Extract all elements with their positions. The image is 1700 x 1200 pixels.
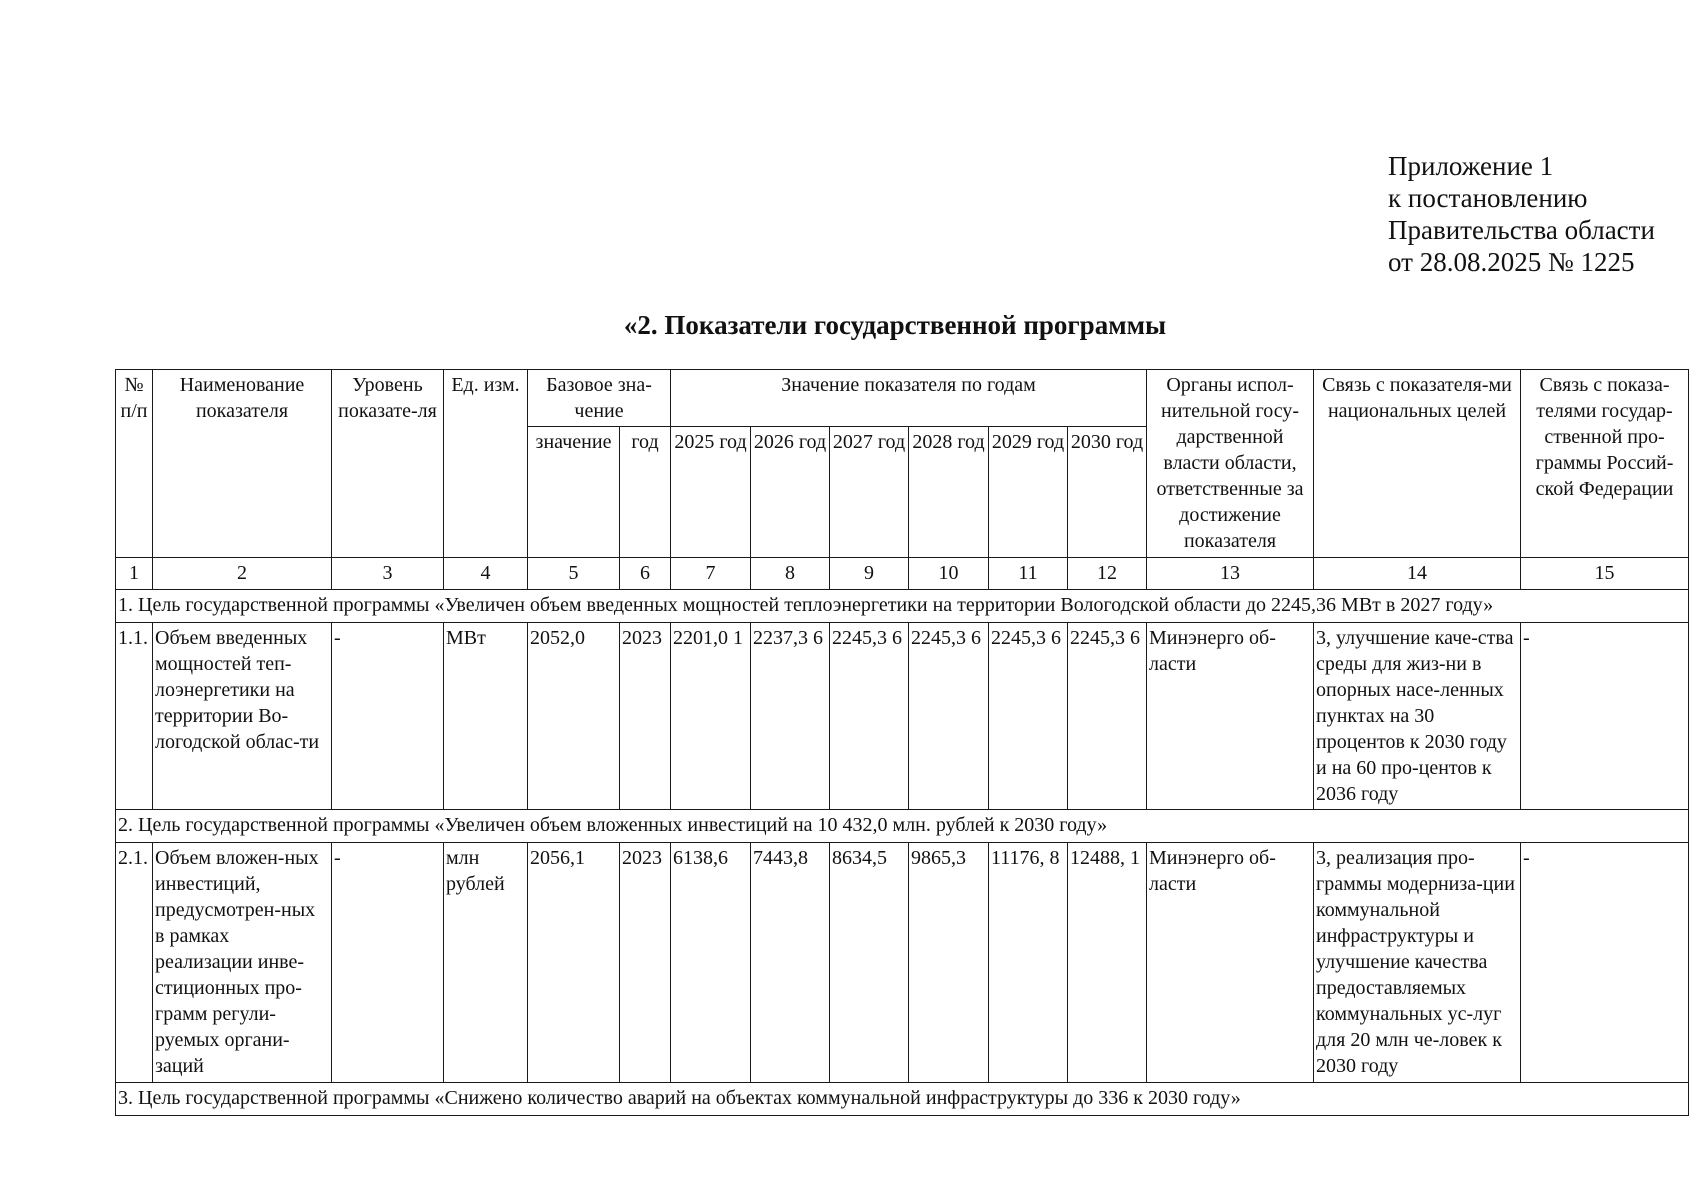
- header-year-2028: 2028 год: [909, 427, 989, 558]
- column-number: 2: [153, 558, 332, 590]
- column-number-row: [116, 558, 1689, 590]
- column-number: 15: [1521, 558, 1689, 590]
- indicator-value-2026: 2237,3 6: [751, 623, 830, 810]
- appendix-line: Правительства области: [1388, 215, 1655, 245]
- column-number: 11: [989, 558, 1068, 590]
- indicator-responsible-body: Минэнерго об-ласти: [1147, 623, 1314, 810]
- indicator-rf-program: -: [1521, 623, 1689, 810]
- indicator-base-year: 2023: [620, 623, 671, 810]
- indicator-value-2027: 2245,3 6: [830, 623, 909, 810]
- indicator-base-value: 2052,0: [528, 623, 620, 810]
- goal-1-text: 1. Цель государственной программы «Увеличен объем введенных мощностей теплоэнергетики на территории Вологодской области до 2245,36 МВт в 2027 году»: [116, 590, 1689, 623]
- indicator-row: [116, 623, 1689, 810]
- column-number: 7: [671, 558, 751, 590]
- header-unit: Ед. изм.: [444, 370, 528, 558]
- indicator-value-2029: 2245,3 6: [989, 623, 1068, 810]
- indicator-national-goal: 3, реализация про-граммы модерниза-ции коммунальной инфраструктуры и улучшение качества предоставляемых коммунальных ус-луг для 20 млн че-ловек к 2030 году: [1314, 843, 1521, 1083]
- column-number: 14: [1314, 558, 1521, 590]
- indicator-level: -: [332, 623, 444, 810]
- column-number: 3: [332, 558, 444, 590]
- appendix-line: от 28.08.2025 № 1225: [1388, 247, 1635, 277]
- header-base: Базовое зна-чение: [528, 370, 671, 427]
- header-name: Наименование показателя: [153, 370, 332, 558]
- column-number: 10: [909, 558, 989, 590]
- goal-2-text: 2. Цель государственной программы «Увеличен объем вложенных инвестиций на 10 432,0 млн. рублей к 2030 году»: [116, 810, 1689, 843]
- indicator-num: 2.1.: [116, 843, 153, 1083]
- column-number: 12: [1068, 558, 1147, 590]
- indicator-value-2025: 6138,6: [671, 843, 751, 1083]
- goal-row: [116, 590, 1689, 623]
- indicator-unit: млн рублей: [444, 843, 528, 1083]
- column-number: 8: [751, 558, 830, 590]
- goal-row: [116, 1083, 1689, 1116]
- header-year-2026: 2026 год: [751, 427, 830, 558]
- indicator-base-year: 2023: [620, 843, 671, 1083]
- indicator-base-value: 2056,1: [528, 843, 620, 1083]
- goal-row: [116, 810, 1689, 843]
- header-year-2025: 2025 год: [671, 427, 751, 558]
- indicator-value-2027: 8634,5: [830, 843, 909, 1083]
- header-year-2030: 2030 год: [1068, 427, 1147, 558]
- indicator-responsible-body: Минэнерго об-ласти: [1147, 843, 1314, 1083]
- header-values-by-year: Значение показателя по годам: [671, 370, 1147, 427]
- indicator-unit: МВт: [444, 623, 528, 810]
- indicator-value-2028: 9865,3: [909, 843, 989, 1083]
- indicator-name: Объем введенных мощностей теп-лоэнергетики на территории Во-логодской облас-ти: [153, 623, 332, 810]
- header-row: [116, 370, 1689, 427]
- header-base-year: год: [620, 427, 671, 558]
- indicator-national-goal: 3, улучшение каче-ства среды для жиз-ни в опорных насе-ленных пунктах на 30 процентов к 2030 году и на 60 про-центов к 2036 году: [1314, 623, 1521, 810]
- goal-3-text: 3. Цель государственной программы «Снижено количество аварий на объектах коммунальной инфраструктуры до 336 к 2030 году»: [116, 1083, 1689, 1116]
- indicator-level: -: [332, 843, 444, 1083]
- header-base-value: значение: [528, 427, 620, 558]
- column-number: 5: [528, 558, 620, 590]
- appendix-block: [1388, 150, 1655, 278]
- indicator-rf-program: -: [1521, 843, 1689, 1083]
- indicator-num: 1.1.: [116, 623, 153, 810]
- indicator-row: [116, 843, 1689, 1083]
- header-bodies: Органы испол-нительной госу-дарственной власти области, ответственные за достижение показателя: [1147, 370, 1314, 558]
- indicator-value-2026: 7443,8: [751, 843, 830, 1083]
- column-number: 1: [116, 558, 153, 590]
- indicator-value-2028: 2245,3 6: [909, 623, 989, 810]
- indicator-name: Объем вложен-ных инвестиций, предусмотрен-ных в рамках реализации инве-стиционных про-грамм регули-руемых органи-заций: [153, 843, 332, 1083]
- column-number: 13: [1147, 558, 1314, 590]
- header-year-2029: 2029 год: [989, 427, 1068, 558]
- column-number: 6: [620, 558, 671, 590]
- indicator-value-2030: 12488, 1: [1068, 843, 1147, 1083]
- indicator-value-2029: 11176, 8: [989, 843, 1068, 1083]
- header-level: Уровень показате-ля: [332, 370, 444, 558]
- column-number: 9: [830, 558, 909, 590]
- header-rf-program: Связь с показа-телями государ-ственной про-граммы Россий-ской Федерации: [1521, 370, 1689, 558]
- column-number: 4: [444, 558, 528, 590]
- indicator-value-2025: 2201,0 1: [671, 623, 751, 810]
- indicators-table: [115, 369, 1689, 1116]
- appendix-line: к постановлению: [1388, 183, 1588, 213]
- document-title: «2. Показатели государственной программы: [623, 310, 1167, 340]
- appendix-line: Приложение 1: [1388, 151, 1554, 181]
- header-year-2027: 2027 год: [830, 427, 909, 558]
- header-national-goals: Связь с показателя-ми национальных целей: [1314, 370, 1521, 558]
- indicator-value-2030: 2245,3 6: [1068, 623, 1147, 810]
- header-num: № п/п: [116, 370, 153, 558]
